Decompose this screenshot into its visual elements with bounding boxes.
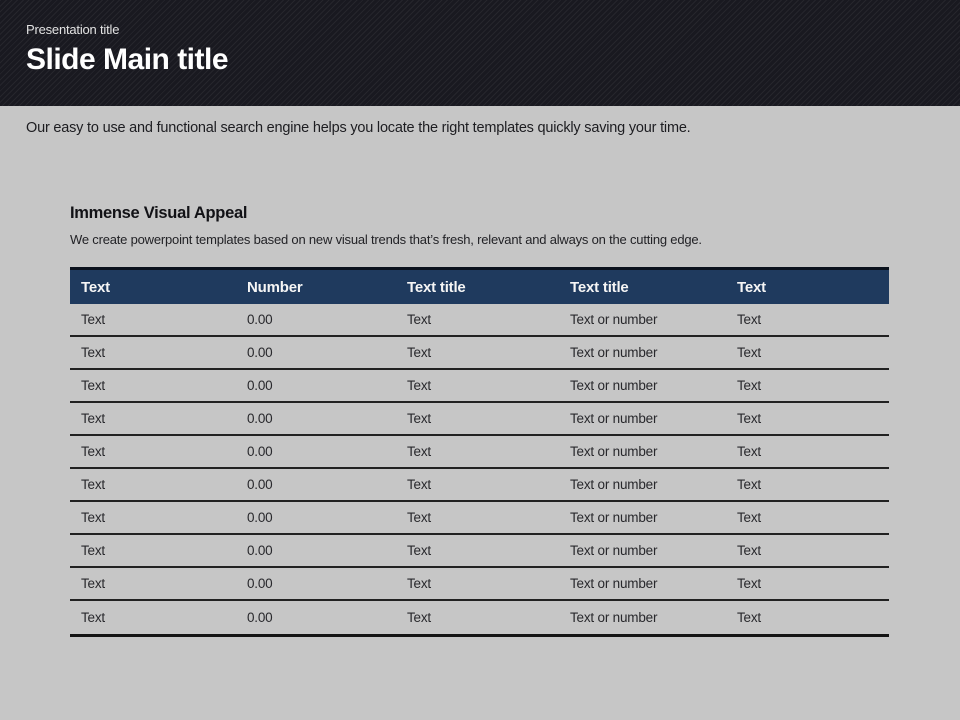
table-cell: Text or number <box>570 543 658 558</box>
table-cell: Text <box>81 444 105 459</box>
table-cell: Text <box>407 312 431 327</box>
header-cell: Text title <box>570 278 629 296</box>
table-cell: Text or number <box>570 312 658 327</box>
table-cell: Text <box>407 610 431 625</box>
table-cell: Text or number <box>570 510 658 525</box>
table-cell: Text <box>81 576 105 591</box>
table-row <box>70 436 889 469</box>
table-cell: Text or number <box>570 576 658 591</box>
table-cell: Text <box>81 543 105 558</box>
content-section <box>70 204 889 637</box>
table-cell: Text <box>407 378 431 393</box>
table-cell: Text <box>81 411 105 426</box>
table-cell: Text <box>737 610 761 625</box>
table-cell: Text <box>81 378 105 393</box>
table-cell: 0.00 <box>247 610 273 625</box>
header-cell: Number <box>247 278 303 296</box>
section-subtitle: We create powerpoint templates based on new visual trends that’s fresh, relevant and always on the cutting edge. <box>70 232 702 247</box>
table-cell: 0.00 <box>247 378 273 393</box>
table-cell: Text <box>737 411 761 426</box>
table-cell: Text or number <box>570 378 658 393</box>
table-cell: Text or number <box>570 610 658 625</box>
slide-main-title: Slide Main title <box>26 43 229 76</box>
table-cell: Text <box>407 576 431 591</box>
table-row <box>70 601 889 634</box>
table-cell: 0.00 <box>247 543 273 558</box>
table-row <box>70 469 889 502</box>
table-cell: 0.00 <box>247 345 273 360</box>
header-cell: Text <box>81 278 110 296</box>
table-cell: 0.00 <box>247 312 273 327</box>
table-row <box>70 370 889 403</box>
table-cell: Text <box>81 345 105 360</box>
table-row <box>70 502 889 535</box>
table-row <box>70 403 889 436</box>
table-cell: Text <box>407 510 431 525</box>
table-cell: Text or number <box>570 345 658 360</box>
table-cell: Text <box>737 477 761 492</box>
data-table <box>70 267 889 637</box>
table-row <box>70 337 889 370</box>
table-row <box>70 304 889 337</box>
table-cell: Text or number <box>570 411 658 426</box>
table-cell: 0.00 <box>247 576 273 591</box>
table-cell: 0.00 <box>247 411 273 426</box>
section-title: Immense Visual Appeal <box>70 204 248 222</box>
table-cell: Text or number <box>570 477 658 492</box>
table-row <box>70 535 889 568</box>
table-row <box>70 568 889 601</box>
table-cell: Text <box>407 444 431 459</box>
slide-header <box>0 0 960 106</box>
table-cell: Text or number <box>570 444 658 459</box>
table-cell: Text <box>407 345 431 360</box>
table-cell: Text <box>407 411 431 426</box>
table-cell: Text <box>407 477 431 492</box>
table-cell: Text <box>81 312 105 327</box>
table-cell: Text <box>737 345 761 360</box>
table-cell: Text <box>737 576 761 591</box>
table-cell: Text <box>81 610 105 625</box>
table-cell: Text <box>81 477 105 492</box>
intro-text: Our easy to use and functional search engine helps you locate the right templates quickly saving your time. <box>26 120 691 136</box>
header-cell: Text title <box>407 278 466 296</box>
header-cell: Text <box>737 278 766 296</box>
table-cell: 0.00 <box>247 477 273 492</box>
table-header-row <box>70 267 889 304</box>
table-cell: Text <box>737 444 761 459</box>
table-cell: 0.00 <box>247 510 273 525</box>
table-cell: Text <box>81 510 105 525</box>
table-cell: Text <box>737 312 761 327</box>
table-cell: Text <box>407 543 431 558</box>
table-cell: 0.00 <box>247 444 273 459</box>
table-cell: Text <box>737 378 761 393</box>
table-cell: Text <box>737 510 761 525</box>
presentation-title: Presentation title <box>26 22 120 37</box>
table-body <box>70 304 889 634</box>
table-cell: Text <box>737 543 761 558</box>
